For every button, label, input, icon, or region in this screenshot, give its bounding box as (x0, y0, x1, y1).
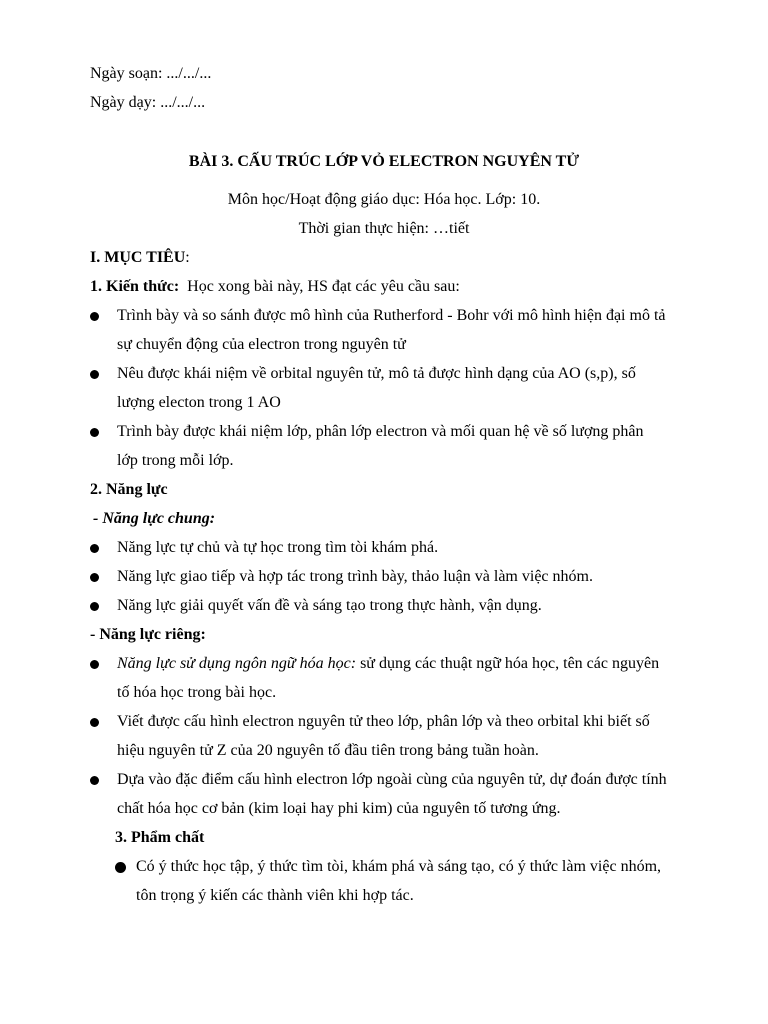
bullet-icon (90, 544, 99, 553)
nang-luc-heading: 2. Năng lực (90, 481, 168, 498)
bullet-icon (90, 312, 99, 321)
bullet-icon (90, 718, 99, 727)
subject-line: Môn học/Hoạt động giáo dục: Hóa học. Lớp: 10. (227, 191, 541, 208)
list-item-cont: tố hóa học trong bài học. (117, 684, 277, 701)
list-item: Dựa vào đặc điểm cấu hình electron lớp ngoài cùng của nguyên tử, dự đoán được tính (117, 771, 667, 788)
nang-luc-rieng-label: - Năng lực riêng: (90, 626, 206, 643)
lesson-title: BÀI 3. CẤU TRÚC LỚP VỎ ELECTRON NGUYÊN TỬ (188, 153, 580, 170)
bullet-icon (90, 776, 99, 785)
list-item: Năng lực giao tiếp và hợp tác trong trình bày, thảo luận và làm việc nhóm. (117, 568, 593, 585)
list-item-cont: hiệu nguyên tử Z của 20 nguyên tố đầu tiên trong bảng tuần hoàn. (117, 742, 539, 759)
bullet-icon (90, 602, 99, 611)
list-item-cont: lớp trong mỗi lớp. (117, 452, 234, 469)
list-item: Nêu được khái niệm về orbital nguyên tử, mô tả được hình dạng của AO (s,p), số (117, 365, 636, 382)
list-item: Năng lực sử dụng ngôn ngữ hóa học: sử dụng các thuật ngữ hóa học, tên các nguyên (117, 655, 660, 672)
kien-thuc-line: 1. Kiến thức: Học xong bài này, HS đạt các yêu cầu sau: (90, 278, 460, 295)
bullet-icon (90, 660, 99, 669)
bullet-icon (90, 370, 99, 379)
section-heading-muc-tieu: I. MỤC TIÊU: (90, 249, 190, 266)
pham-chat-heading: 3. Phẩm chất (115, 829, 205, 846)
list-item: Trình bày và so sánh được mô hình của Rutherford - Bohr với mô hình hiện đại mô tả (117, 307, 666, 324)
list-item: Trình bày được khái niệm lớp, phân lớp electron và mối quan hệ về số lượng phân (117, 423, 644, 440)
list-item-cont: lượng electon trong 1 AO (117, 394, 281, 411)
list-item: Năng lực tự chủ và tự học trong tìm tòi khám phá. (117, 539, 439, 556)
bullet-icon (115, 862, 126, 873)
list-item-cont: tôn trọng ý kiến các thành viên khi hợp tác. (136, 887, 414, 904)
time-line: Thời gian thực hiện: …tiết (298, 220, 470, 237)
nang-luc-chung-label: - Năng lực chung: (93, 510, 216, 527)
list-item: Năng lực giải quyết vấn đề và sáng tạo trong thực hành, vận dụng. (117, 597, 542, 614)
bullet-icon (90, 428, 99, 437)
list-item: Có ý thức học tập, ý thức tìm tòi, khám phá và sáng tạo, có ý thức làm việc nhóm, (136, 858, 662, 875)
list-item: Viết được cấu hình electron nguyên tử theo lớp, phân lớp và theo orbital khi biết số (117, 713, 650, 730)
list-item-cont: chất hóa học cơ bản (kim loại hay phi kim) của nguyên tố tương ứng. (117, 800, 561, 817)
bullet-icon (90, 573, 99, 582)
ngay-day: Ngày dạy: .../.../... (90, 94, 206, 111)
list-item-cont: sự chuyển động của electron trong nguyên tử (117, 336, 406, 353)
ngay-soan: Ngày soạn: .../.../... (90, 65, 212, 82)
